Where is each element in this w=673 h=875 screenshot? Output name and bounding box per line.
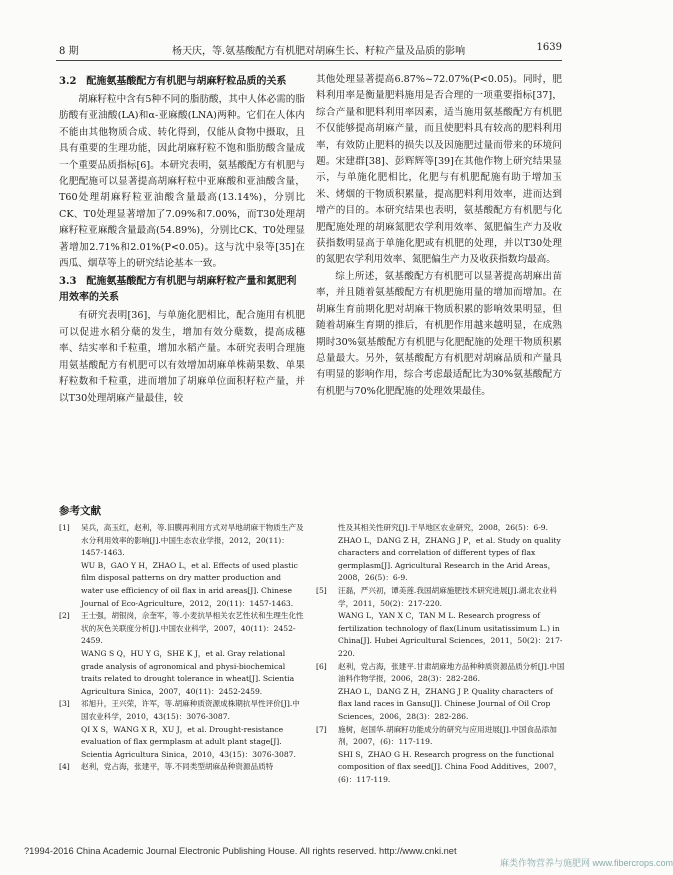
reference-text: 王士强，胡银岗，佘奎军，等.小麦抗旱相关农艺性状和生理生化性状的灰色关联度分析[J].中国农业科学，2007，40(11)：2452-2459. bbox=[81, 611, 304, 646]
section-3-3-paragraph: 有研究表明[36]，与单施化肥相比，配合施用有机肥可以促进水稻分蘖的发生，增加有效分蘖数，提高成穗率、结实率和千粒重，增加水稻产量。本研究表明合理施用氨基酸配方有机肥可以有效增加胡麻单株蒴果数、单果籽粒数和千粒重，进而增加了胡麻单位面积籽粒产量，并以T30处理胡麻产量最佳，较 bbox=[59, 310, 305, 404]
reference-text: WANG S Q，HU Y G，SHE K J，et al. Gray relational grade analysis of agronomical and physi-biochemical traits related to drought tolerance in wheat[J]. Scientia Agricultura Sinica，2007，40(11)：2452-2459. bbox=[81, 648, 295, 696]
reference-number: [6] bbox=[316, 661, 327, 671]
reference-text: ZHAO L，DANG Z H，ZHANG J P. Quality characters of flax land races in Gansu[J]. Chinese Journal of Oil Crop Sciences，2006，28(3)：282-286. bbox=[338, 686, 553, 721]
header-rule bbox=[56, 60, 562, 61]
watermark-text: 麻类作物营养与施肥网 www.fibercrops.com bbox=[500, 858, 673, 868]
references-right bbox=[316, 522, 566, 786]
reference-text: 性及其相关性研究[J].干旱地区农业研究，2008，26(5)：6-9. bbox=[338, 523, 549, 532]
reference-entry bbox=[59, 724, 305, 762]
copyright-footer: ?1994-2016 China Academic Journal Electronic Publishing House. All rights reserved. http://www.cnki.net bbox=[24, 846, 457, 856]
reference-entry bbox=[316, 522, 566, 535]
reference-text: WANG L，YAN X C，TAN M L. Research progress of fertilization technology of flax(Linum usitatissimum L.) in China[J]. Hubei Agricultural Sciences，2011，50(2)：217-220. bbox=[338, 611, 563, 658]
reference-number: [7] bbox=[316, 724, 327, 734]
continued-paragraph: 其他处理显著提高6.87%~72.07%(P<0.05)。同时，肥料利用率是衡量肥料施用是否合理的一项重要指标[37]，综合产量和肥料利用率因素，适当施用氨基酸配方有机肥不仅能够提高胡麻产量，而且使肥料具有较高的肥料利用率，有效防止肥料的损失以及因施肥过量而带来的环境问题。宋建群[38]、彭辉辉等[39]在其他作物上研究结果显示，与单施化肥相比，化肥与有机肥配施有助于增加玉米、烤烟的干物质积累量，提高肥料利用效率，进而达到增产的目的。本研究结果也表明，氨基酸配方有机肥与化肥配施处理的胡麻氮肥农学利用效率、氮肥偏生产力及收获指数明显高于单施化肥或有机肥的处理，并以T30处理的氮肥农学利用效率、氮肥偏生产力及收获指数均最高。 bbox=[316, 74, 562, 266]
section-3-2-paragraph: 胡麻籽粒中含有5种不同的脂肪酸，其中人体必需的脂肪酸有亚油酸(LA)和α-亚麻酸(LNA)两种。它们在人体内不能由其他物质合成、转化得到，仅能从食物中摄取，且具有重要的生理功能，因此胡麻籽粒不饱和脂肪酸含量成一个重要品质指标[6]。本研究表明，氨基酸配方有机肥与化肥配施可以显著提高胡麻籽粒中亚麻酸和亚油酸含量，T60处理胡麻籽粒亚油酸含量最高(13.14%)，分别比CK、T0处理显著增加了7.09%和7.00%，而T30处理胡麻籽粒亚麻酸含量最高(54.89%)，分别比CK、T0处理显著增加2.71%和2.01%(P<0.05)。这与沈中泉等[35]在西瓜、烟草等上的研究结论基本一致。 bbox=[59, 94, 305, 270]
reference-entry bbox=[59, 560, 305, 610]
reference-entry bbox=[316, 686, 566, 724]
running-title: 杨天庆，等.氨基酸配方有机肥对胡麻生长、籽粒产量及品质的影响 bbox=[172, 46, 466, 57]
reference-entry bbox=[59, 648, 305, 698]
reference-number: [2] bbox=[59, 611, 70, 621]
reference-entry bbox=[59, 698, 305, 723]
reference-text: QI X S，WANG X R，XU J，et al. Drought-resistance evaluation of flax germplasm at adult plant stage[J]. Scientia Agricultura Sinica，2010，43(15)：3076-3087. bbox=[81, 724, 296, 759]
reference-number: [3] bbox=[59, 699, 70, 709]
reference-text: 吴兵，高玉红，赵利，等.旧膜再利用方式对旱地胡麻干物质生产及水分利用效率的影响[J].中国生态农业学报，2012，20(11)：1457-1463. bbox=[81, 523, 304, 558]
reference-text: WU B，GAO Y H，ZHAO L，et al. Effects of used plastic film disposal patterns on dry matter production and water use efficiency of oil flax in arid areas[J]. Chinese Journal of Eco-Agriculture，2012，20(11)：1457-1463. bbox=[81, 560, 298, 608]
reference-entry bbox=[59, 610, 305, 648]
issue-label: 8 期 bbox=[59, 46, 79, 57]
reference-text: 施树，赵国华.胡麻籽功能成分的研究与应用进展[J].中国食品添加剂，2007，(6)：117-119. bbox=[338, 724, 557, 747]
section-3-3-title: 3.3 配施氨基酸配方有机肥与胡麻籽粒产量和氮肥利用效率的关系 bbox=[59, 276, 297, 304]
left-column bbox=[59, 72, 305, 407]
right-column bbox=[316, 72, 562, 400]
reference-entry bbox=[316, 585, 566, 610]
reference-entry bbox=[316, 661, 566, 686]
references-left bbox=[59, 522, 305, 774]
reference-text: 汪磊，严兴初，谭美莲.我国胡麻施肥技术研究进展[J].湖北农业科学，2011，50(2)：217-220. bbox=[338, 585, 557, 608]
reference-number: [5] bbox=[316, 585, 327, 595]
reference-entry bbox=[316, 535, 566, 585]
reference-number: [4] bbox=[59, 762, 70, 772]
reference-number: [1] bbox=[59, 523, 70, 532]
reference-entry bbox=[59, 522, 305, 560]
reference-entry bbox=[316, 610, 566, 660]
section-3-2-title: 3.2 配施氨基酸配方有机肥与胡麻籽粒品质的关系 bbox=[59, 76, 287, 87]
reference-text: SHI S，ZHAO G H. Research progress on the functional composition of flax seed[J]. China Food Additives，2007，(6)：117-119. bbox=[338, 749, 562, 784]
reference-entry bbox=[59, 761, 305, 774]
reference-entry bbox=[316, 749, 566, 787]
page-number: 1639 bbox=[536, 42, 562, 53]
conclusion-paragraph: 综上所述，氨基酸配方有机肥可以显著提高胡麻出苗率，并且随着氨基酸配方有机肥施用量的增加而增加。在胡麻生育前期化肥对胡麻干物质积累的影响效果明显，但随着胡麻生育期的推后，有机肥作用越来越明显，在成熟期时30%氨基酸配方有机肥与化肥配施的处理干物质积累总量最大。另外，氨基酸配方有机肥对胡麻品质和产量具有明显的影响作用，综合考虑最适配比为30%氨基酸配方有机肥与70%化肥配施的处理效果最佳。 bbox=[316, 270, 562, 397]
reference-entry bbox=[316, 724, 566, 749]
references-heading: 参考文献 bbox=[59, 505, 101, 517]
reference-text: ZHAO L，DANG Z H，ZHANG J P，et al. Study on quality characters and correlation of different types of flax germplasm[J]. Agricultural Research in the Arid Areas，2008，26(5)：6-9. bbox=[338, 535, 561, 583]
reference-text: 赵利，党占海，张建平，等.不同类型胡麻品种资源品质特 bbox=[81, 762, 274, 772]
reference-text: 祁旭升，王兴荣，许军，等.胡麻种质资源成株期抗旱性评价[J].中国农业科学，2010，43(15)：3076-3087. bbox=[81, 699, 300, 721]
reference-text: 赵利，党占海，张建平.甘肃胡麻地方品种种质资源品质分析[J].中国油料作物学报，2006，28(3)：282-286. bbox=[338, 661, 565, 684]
